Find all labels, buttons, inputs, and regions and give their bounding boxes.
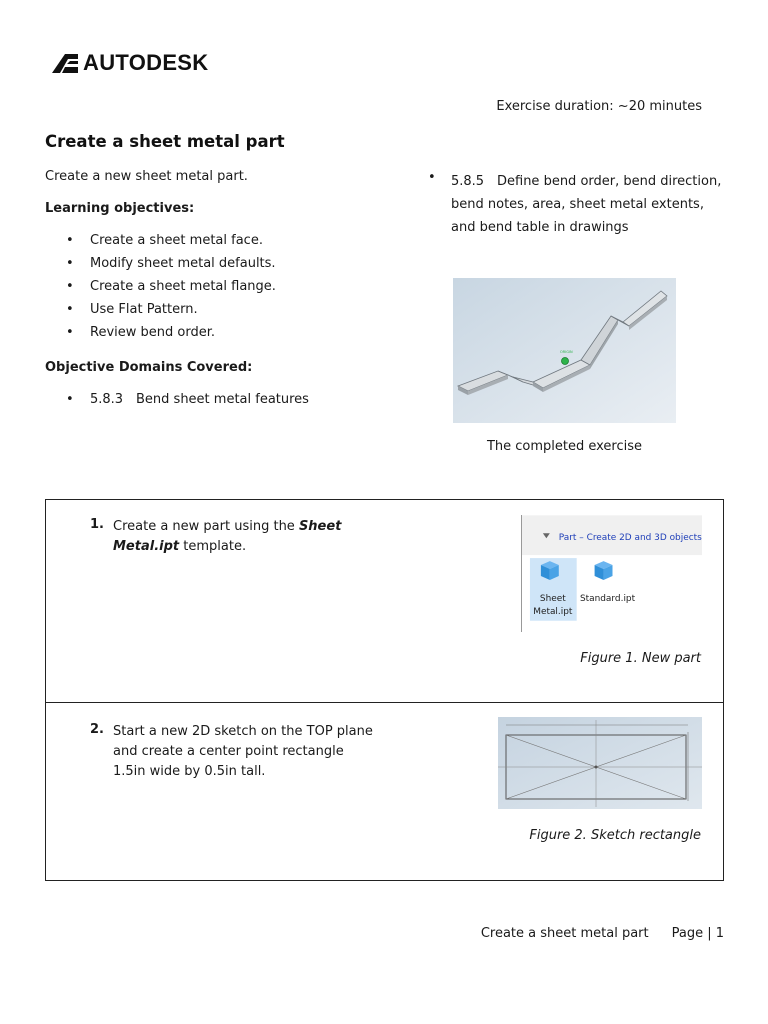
template-name: Sheet Metal.ipt [113,519,342,554]
figure-caption: Figure 2. Sketch rectangle [529,828,701,843]
hero-caption: The completed exercise [486,439,643,454]
figure-caption: Figure 1. New part [580,651,701,666]
step-row [46,500,723,703]
domain-text: Define bend order, bend direction, bend notes, area, sheet metal extents, and bend table in drawings [451,174,722,235]
domain-text: Bend sheet metal features [136,392,309,407]
cube-icon [541,561,559,580]
bullet: • [66,256,74,271]
sketch-rectangle-image [498,717,702,809]
list-item: • Create a sheet metal flange. [66,279,276,302]
page-title: Create a sheet metal part [45,132,285,151]
list-item: • Use Flat Pattern. [66,302,276,325]
learning-objectives-list [66,233,276,348]
bullet: • [428,170,436,185]
domain-code: 5.8.3 [90,392,124,407]
page-number: Page | 1 [671,926,724,941]
file-name[interactable]: Metal.ipt [533,606,573,617]
list-item [428,170,728,239]
objective-domains-heading: Objective Domains Covered: [45,360,253,375]
bullet: • [66,279,74,294]
step-instruction: Start a new 2D sketch on the TOP plane and create a center point rectangle 1.5in wide by 0.5in tall. [113,724,373,779]
bullet: • [66,392,74,407]
learning-objectives-heading: Learning objectives: [45,201,195,216]
step-instruction: Create a new part using the Sheet Metal.ipt template. [113,519,342,554]
bullet: • [66,325,74,340]
intro-text: Create a new sheet metal part. [45,169,248,184]
file-name[interactable]: Sheet [539,593,566,604]
objective-domains-list [66,392,309,407]
list-item: • Modify sheet metal defaults. [66,256,276,279]
list-item [66,392,309,407]
brand-name: AUTODESK [83,50,209,75]
objective-domains-list-continued [428,170,728,239]
steps-table [45,499,724,881]
file-name[interactable]: Standard.ipt [579,593,636,604]
page-footer [481,926,724,941]
footer-title: Create a sheet metal part [480,926,649,941]
list-item: • Review bend order. [66,325,276,348]
bullet: • [66,302,74,317]
autodesk-logo [52,51,208,75]
exercise-duration: Exercise duration: ~20 minutes [496,99,702,114]
step-number: 1. [90,517,104,532]
autodesk-logo-icon [52,53,78,73]
domain-code: 5.8.5 [451,174,485,189]
origin-label: ORIGIN [560,350,573,354]
list-item: • Create a sheet metal face. [66,233,276,256]
completed-exercise-image [453,278,676,423]
step-number: 2. [90,722,104,737]
cube-icon [595,561,613,580]
new-part-dialog-image [521,515,702,632]
template-group-label: Part – Create 2D and 3D objects [558,533,702,544]
step-row [46,703,723,880]
bullet: • [66,233,74,248]
